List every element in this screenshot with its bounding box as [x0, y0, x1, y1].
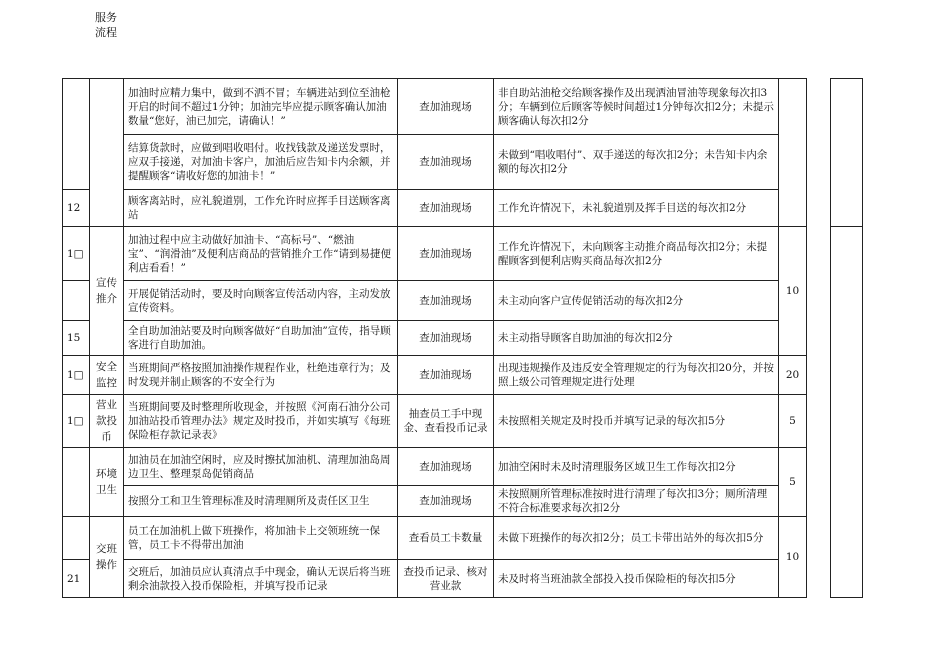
method-cell: 查加油现场 — [398, 79, 494, 135]
row-number — [63, 517, 90, 560]
method-cell: 查投币记录、核对营业款 — [398, 560, 494, 598]
standard-cell: 加油时应精力集中，做到不洒不冒；车辆进站到位至油枪开启的时间不超过1分钟；加油完毕应提示顾客确认加油数量“您好，油已加完，请确认！” — [124, 79, 398, 135]
spacer-column — [807, 79, 831, 598]
rule-cell: 未做下班操作的每次扣2分；员工卡带出站外的每次扣5分 — [494, 517, 779, 560]
rule-cell: 工作允许情况下，未向顾客主动推介商品每次扣2分；未提醒顾客到便利店购买商品每次扣2分 — [494, 227, 779, 281]
category-cell — [90, 79, 124, 227]
table-row — [63, 79, 863, 135]
extra-cell — [831, 227, 863, 598]
row-number — [63, 79, 90, 190]
row-number: 1□ — [63, 356, 90, 395]
rule-cell: 非自助站油枪交给顾客操作及出现洒油冒油等现象每次扣3分；车辆到位后顾客等候时间超过1分钟每次扣2分；未提示顾客确认每次扣2分 — [494, 79, 779, 135]
method-cell: 查加油现场 — [398, 227, 494, 281]
table-row — [63, 395, 863, 448]
standard-cell: 当班期间严格按照加油操作规程作业，杜绝违章行为；及时发现并制止顾客的不安全行为 — [124, 356, 398, 395]
table-row — [63, 227, 863, 281]
standard-cell: 开展促销活动时，要及时向顾客宣传活动内容，主动发放宣传资料。 — [124, 281, 398, 321]
score-cell — [779, 79, 807, 227]
score-promo: 10 — [779, 227, 807, 356]
score-safety: 20 — [779, 356, 807, 395]
table-row — [63, 321, 863, 356]
rule-cell: 出现违规操作及违反安全管理规定的行为每次扣20分，并按照上级公司管理规定进行处理 — [494, 356, 779, 395]
extra-cell — [831, 79, 863, 227]
category-handover: 交班操作 — [90, 517, 124, 598]
row-number: 15 — [63, 321, 90, 356]
method-cell: 查看员工卡数量 — [398, 517, 494, 560]
category-hygiene: 环境卫生 — [90, 448, 124, 517]
method-cell: 查加油现场 — [398, 190, 494, 227]
section-title: 服务流程 — [95, 11, 117, 39]
method-cell: 查加油现场 — [398, 356, 494, 395]
method-cell: 抽查员工手中现金、查看投币记录 — [398, 395, 494, 448]
row-number: 12 — [63, 190, 90, 227]
table-row — [63, 281, 863, 321]
rule-cell: 未主动指导顾客自助加油的每次扣2分 — [494, 321, 779, 356]
table-row — [63, 560, 863, 598]
row-number — [63, 448, 90, 517]
table-row — [63, 356, 863, 395]
method-cell: 查加油现场 — [398, 486, 494, 517]
score-hygiene: 5 — [779, 448, 807, 517]
standard-cell: 按照分工和卫生管理标准及时清理厕所及责任区卫生 — [124, 486, 398, 517]
standard-cell: 加油过程中应主动做好加油卡、“高标号”、“燃油宝”、“润滑油”及便利店商品的营销推介工作“请到易捷便利店看看！” — [124, 227, 398, 281]
score-cash: 5 — [779, 395, 807, 448]
table-row — [63, 190, 863, 227]
row-number — [63, 281, 90, 321]
row-number: 21 — [63, 560, 90, 598]
category-promo: 宣传推介 — [90, 227, 124, 356]
method-cell: 查加油现场 — [398, 281, 494, 321]
method-cell: 查加油现场 — [398, 135, 494, 190]
row-number: 1□ — [63, 227, 90, 281]
table-row — [63, 448, 863, 486]
method-cell: 查加油现场 — [398, 448, 494, 486]
standard-cell: 全自助加油站要及时向顾客做好“自助加油”宣传，指导顾客进行自助加油。 — [124, 321, 398, 356]
standard-cell: 顾客离站时，应礼貌道别，工作允许时应挥手目送顾客离站 — [124, 190, 398, 227]
rule-cell: 未按照相关规定及时投币并填写记录的每次扣5分 — [494, 395, 779, 448]
rule-cell: 未做到“唱收唱付”、双手递送的每次扣2分；未告知卡内余额的每次扣2分 — [494, 135, 779, 190]
rule-cell: 未及时将当班油款全部投入投币保险柜的每次扣5分 — [494, 560, 779, 598]
standard-cell: 当班期间要及时整理所收现金，并按照《河南石油分公司加油站投币管理办法》规定及时投币，并如实填写《每班保险柜存款记录表》 — [124, 395, 398, 448]
category-safety: 安全监控 — [90, 356, 124, 395]
rule-cell: 工作允许情况下，未礼貌道别及挥手目送的每次扣2分 — [494, 190, 779, 227]
standard-cell: 交班后，加油员应认真清点手中现金，确认无误后将当班剩余油款投入投币保险柜，并填写投币记录 — [124, 560, 398, 598]
rule-cell: 未主动向客户宣传促销活动的每次扣2分 — [494, 281, 779, 321]
standard-cell: 结算货款时，应做到唱收唱付。收找钱款及递送发票时，应双手接递，对加油卡客户，加油后应告知卡内余额，并提醒顾客“请收好您的加油卡！” — [124, 135, 398, 190]
standard-cell: 员工在加油机上做下班操作，将加油卡上交领班统一保管，员工卡不得带出加油 — [124, 517, 398, 560]
category-cash: 营业款投币 — [90, 395, 124, 448]
rule-cell: 未按照厕所管理标准按时进行清理了每次扣3分；厕所清理不符合标准要求每次扣2分 — [494, 486, 779, 517]
rule-cell: 加油空闲时未及时清理服务区域卫生工作每次扣2分 — [494, 448, 779, 486]
table-row — [63, 486, 863, 517]
table-row — [63, 135, 863, 190]
method-cell: 查加油现场 — [398, 321, 494, 356]
table-row — [63, 517, 863, 560]
row-number: 1□ — [63, 395, 90, 448]
score-handover: 10 — [779, 517, 807, 598]
standard-cell: 加油员在加油空闲时，应及时擦拭加油机、清理加油岛周边卫生、整理泵岛促销商品 — [124, 448, 398, 486]
service-process-table — [62, 78, 863, 598]
